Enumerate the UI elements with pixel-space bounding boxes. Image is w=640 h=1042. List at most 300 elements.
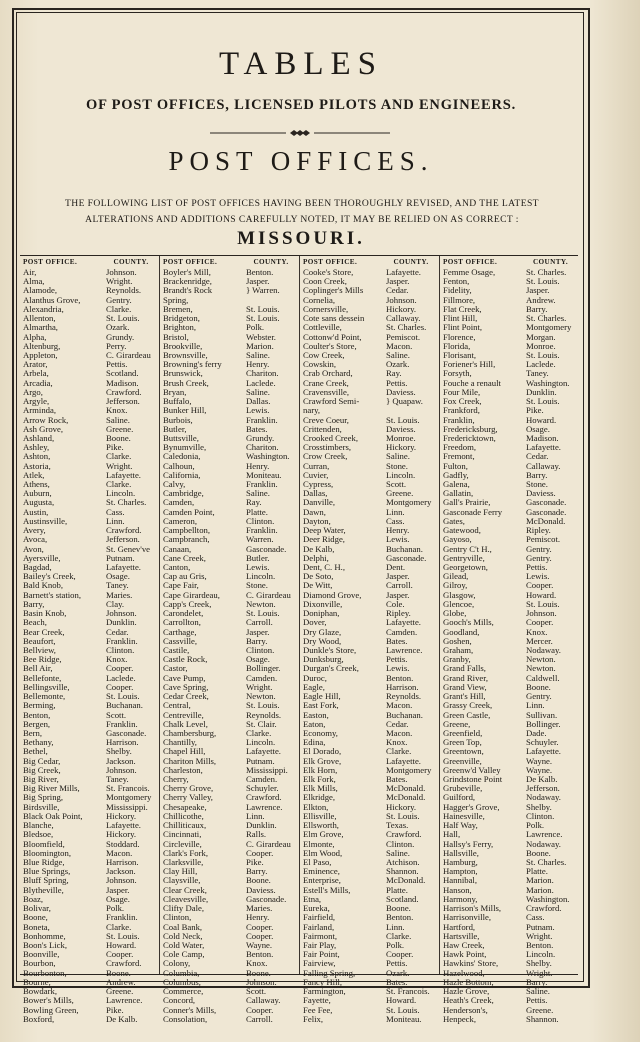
post-office-name: Hawk Point, — [443, 949, 487, 960]
county-name: Platte. — [386, 884, 408, 895]
county-name: Grundy. — [106, 331, 135, 342]
post-office-name: Coon Creek, — [303, 276, 347, 287]
post-office-name: Green Top, — [443, 737, 482, 748]
post-office-name: Bolivar, — [23, 903, 51, 914]
post-office-name: Hallsy's Ferry, — [443, 838, 494, 849]
post-office-name: Gatewood, — [443, 525, 481, 536]
county-name: St. Louis. — [386, 810, 420, 821]
county-name: Benton. — [386, 672, 414, 683]
post-office-name: Hall, — [443, 829, 461, 840]
county-name: St. Louis. — [386, 414, 420, 425]
county-name: Hickory. — [386, 303, 417, 314]
county-name: Bates. — [386, 635, 408, 646]
post-office-name: Cambridge, — [163, 488, 204, 499]
post-office-name: Bell Air, — [23, 663, 53, 674]
post-office-name: Grand View, — [443, 681, 487, 692]
post-office-name: Hartford, — [443, 921, 476, 932]
county-name: Mississippi. — [246, 764, 288, 775]
post-office-name: Clay Hill, — [163, 866, 198, 877]
post-office-name: Deep Water, — [303, 525, 346, 536]
county-name: Nodaway. — [526, 792, 561, 803]
county-name: Reynolds. — [106, 285, 141, 296]
post-office-name: Fayette, — [303, 995, 331, 1006]
county-name: Lawrence. — [106, 995, 143, 1006]
post-office-name: Crane Creek, — [303, 377, 349, 388]
post-office-name: Cave Spring, — [163, 681, 209, 692]
post-office-name: Georgetown, — [443, 562, 488, 572]
post-office-name: Gall's Prairie, — [443, 497, 491, 508]
county-name: Wayne. — [526, 755, 553, 766]
post-office-name: Flint Point, — [443, 322, 483, 333]
post-office-name: Bourbon, — [23, 958, 56, 969]
post-office-name: Alamode, — [23, 285, 58, 296]
county-name: Lafayette. — [526, 746, 561, 757]
table-column-2 — [160, 257, 299, 1024]
county-name: Callaway. — [246, 995, 281, 1006]
post-office-name: Elk Mills, — [303, 783, 338, 794]
post-office-name: Bern, — [23, 727, 43, 738]
post-office-name: Carthage, — [163, 626, 197, 637]
post-office-name: Austin, — [23, 506, 49, 517]
county-name: Cedar. — [106, 626, 129, 637]
county-name: Wright. — [106, 276, 133, 287]
post-office-name: Blue Ridge, — [23, 857, 65, 867]
county-name: Nodaway. — [526, 644, 561, 655]
post-office-name: Colony, — [163, 958, 191, 969]
post-office-name: Arminda, — [23, 405, 57, 416]
post-office-name: Calvy, — [163, 479, 186, 490]
post-office-name: Hazelwood, — [443, 967, 485, 978]
post-office-name: Fox Creek, — [443, 396, 482, 407]
county-name: Monroe. — [526, 340, 556, 351]
county-name: St. Charles. — [106, 497, 147, 508]
county-name: Taney. — [106, 774, 129, 785]
county-name: Pike. — [106, 442, 124, 453]
post-office-name: Durgan's Creek, — [303, 663, 359, 674]
county-name: Saline. — [386, 349, 410, 360]
county-name: Cooper. — [246, 930, 274, 941]
county-name: Ripley. — [386, 608, 411, 619]
post-office-name: Benton, — [23, 709, 51, 720]
post-office-name: Concord, — [163, 995, 196, 1006]
post-office-name: Boxford, — [23, 1013, 55, 1024]
county-name: Cole. — [386, 598, 405, 609]
county-name: Lafayette. — [106, 562, 141, 572]
county-name: Marion. — [246, 340, 274, 351]
post-office-name: Columbus, — [163, 976, 201, 987]
post-office-name: Carrollton, — [163, 617, 201, 628]
post-office-name: Crawford Semi- — [303, 396, 360, 407]
county-name: Perry. — [106, 340, 127, 351]
county-name: Henry. — [386, 525, 410, 536]
post-office-name: Gates, — [443, 515, 465, 526]
post-office-name: Berming, — [23, 700, 56, 711]
county-name: Clinton. — [526, 810, 555, 821]
county-name: Madison. — [526, 432, 559, 443]
county-header: COUNTY. — [253, 258, 289, 266]
post-office-name: Bellefonte, — [23, 672, 62, 683]
county-name: Pettis. — [526, 562, 548, 572]
county-name: Polk. — [386, 939, 405, 950]
county-name: Gasconade. — [106, 727, 147, 738]
county-name: C. Girardeau — [246, 838, 291, 849]
post-office-name: Bagdad, — [23, 562, 52, 572]
county-name: Lincoln. — [246, 571, 276, 582]
intro-line: THE FOLLOWING LIST OF POST OFFICES HAVING BEEN THOROUGHLY REVISED, AND THE LATEST — [65, 198, 539, 209]
county-name: Ozark. — [386, 967, 410, 978]
column-rows — [300, 268, 439, 1024]
county-name: Harrison. — [106, 737, 139, 748]
county-name: Gentry. — [526, 552, 552, 563]
county-name: Ozark. — [106, 322, 130, 333]
county-name: Crawford. — [106, 386, 142, 397]
post-office-name: Ash Grove, — [23, 423, 64, 434]
post-office-name: Hagger's Grove, — [443, 801, 500, 812]
county-name: Benton. — [246, 267, 274, 277]
county-name: Pike. — [246, 857, 264, 867]
county-name: Scott. — [246, 986, 267, 997]
county-name: Daviess. — [526, 488, 556, 499]
post-office-name: Avon, — [23, 543, 44, 554]
county-name: Cass. — [386, 515, 405, 526]
county-name: Dunklin. — [106, 617, 137, 628]
post-office-name: Cold Neck, — [163, 930, 203, 941]
post-office-name: Cravensville, — [303, 386, 350, 397]
post-office-name: Elk Grove, — [303, 755, 342, 766]
post-office-name: Gentry C't H., — [443, 543, 492, 554]
post-office-name: Ellsworth, — [303, 820, 339, 831]
post-office-name: Curran, — [303, 460, 330, 471]
county-name: Ralls. — [246, 829, 267, 840]
county-name: Boone. — [526, 681, 551, 692]
county-name: Camden. — [246, 774, 278, 785]
county-name: Cooper. — [246, 847, 274, 858]
county-name: Lincoln. — [526, 949, 556, 960]
post-office-name: Appleton, — [23, 349, 58, 360]
county-name: Clinton. — [106, 644, 135, 655]
county-name: Cedar. — [526, 451, 549, 462]
county-name: Ray. — [386, 368, 402, 379]
post-office-name: Hamburg, — [443, 857, 478, 867]
county-name: Henry. — [246, 912, 270, 923]
county-name: Jasper. — [246, 276, 270, 287]
county-name: Newton. — [526, 654, 556, 665]
county-name: St. Charles. — [526, 267, 567, 277]
post-office-name: Goodland, — [443, 626, 480, 637]
post-office-name: Boonville, — [23, 949, 60, 960]
county-name: Gasconade. — [246, 543, 287, 554]
post-office-name: Beach, — [23, 617, 47, 628]
county-name: McDonald. — [386, 875, 426, 886]
post-office-name: Dayton, — [303, 515, 331, 526]
county-name: Howard. — [386, 995, 417, 1006]
county-name: Cass. — [526, 912, 545, 923]
county-name: Platte. — [526, 866, 548, 877]
post-office-name: Clear Creek, — [163, 884, 207, 895]
county-name: Howard. — [106, 939, 137, 950]
post-office-name: Flat Creek, — [443, 303, 482, 314]
post-office-name: Spring, — [163, 294, 189, 305]
county-name: Osage. — [526, 423, 550, 434]
post-office-name: Boone, — [23, 912, 48, 923]
county-name: Bates. — [386, 774, 408, 785]
county-name: Lafayette. — [386, 267, 421, 277]
county-name: Benton. — [246, 949, 274, 960]
post-office-name: Duroc, — [303, 672, 327, 683]
post-office-name: Bonhomme, — [23, 930, 66, 941]
county-name: Maries. — [106, 589, 133, 600]
state-heading: MISSOURI. — [237, 228, 365, 249]
county-name: Lewis. — [526, 571, 550, 582]
county-name: Stone. — [386, 460, 408, 471]
post-office-name: Chilliticaux, — [163, 820, 207, 831]
county-name: St. Charles. — [526, 313, 567, 324]
county-name: Madison. — [106, 377, 139, 388]
post-office-name: Burbois, — [163, 414, 193, 425]
county-name: Lafayette. — [386, 755, 421, 766]
post-office-name: Ashland, — [23, 432, 55, 443]
post-office-name: Allenton, — [23, 313, 56, 324]
post-office-name: Cornelia, — [303, 294, 336, 305]
county-name: Pemiscot. — [386, 331, 421, 342]
county-name: Bates. — [386, 976, 408, 987]
post-office-name: Fairland, — [303, 921, 335, 932]
post-office-name: Dunkle's Store, — [303, 644, 357, 655]
county-name: McDonald. — [386, 783, 426, 794]
county-name: Clarke. — [106, 303, 132, 314]
county-name: Crawford. — [526, 903, 562, 914]
page-title: TABLES — [218, 46, 384, 82]
intro-paragraph — [24, 196, 580, 228]
post-office-name: Cherry Grove, — [163, 783, 214, 794]
county-name: Gasconade. — [246, 893, 287, 904]
post-office-name: Easton, — [303, 709, 329, 720]
post-office-name: Big Creek, — [23, 764, 61, 775]
post-office-name: Arrow Rock, — [23, 414, 69, 425]
post-office-name: Charleston, — [163, 764, 203, 775]
post-office-name: Crow Creek, — [303, 451, 348, 462]
county-name: Linn. — [246, 810, 265, 821]
county-name: Polk. — [106, 903, 125, 914]
county-name: Moniteau. — [246, 469, 282, 480]
post-office-name: Argyle, — [23, 396, 50, 407]
post-office-name: Bald Knob, — [23, 580, 64, 591]
county-name: Henry. — [246, 460, 270, 471]
county-name: Boone. — [246, 967, 271, 978]
post-office-name: Bethany, — [23, 737, 54, 748]
county-name: Polk. — [246, 322, 265, 333]
county-name: Lincoln. — [386, 469, 416, 480]
post-office-name: Commerce, — [163, 986, 204, 997]
county-name: Lawrence. — [246, 801, 283, 812]
county-name: Gentry. — [106, 294, 132, 305]
county-name: Lincoln. — [106, 488, 136, 499]
post-office-name: Bee Ridge, — [23, 654, 62, 665]
post-office-name: Bailey's Creek, — [23, 571, 76, 582]
county-name: Jasper. — [246, 626, 270, 637]
post-office-name: Chapel Hill, — [163, 746, 206, 757]
county-name: St. Genev've — [106, 543, 151, 554]
county-name: Osage. — [106, 571, 130, 582]
county-name: Monroe. — [386, 432, 416, 443]
post-office-name: Boyler's Mill, — [163, 267, 211, 277]
county-name: Clinton. — [246, 644, 275, 655]
county-name: Maries. — [246, 903, 273, 914]
county-name: Benton. — [386, 912, 414, 923]
county-name: Johnson. — [106, 267, 137, 277]
post-office-name: Alanthus Grove, — [23, 294, 81, 305]
post-office-name: Enterprise, — [303, 875, 341, 886]
county-name: Washington. — [246, 451, 290, 462]
post-office-name: Ashton, — [23, 451, 51, 462]
county-name: St. Louis. — [246, 303, 280, 314]
post-office-name: California, — [163, 469, 201, 480]
post-office-name: Carondelet, — [163, 608, 204, 619]
county-name: Greene. — [526, 1004, 554, 1015]
post-office-name: Gooch's Mills, — [443, 617, 494, 628]
county-name: Saline. — [106, 414, 130, 425]
post-office-name: Cave Pump, — [163, 672, 206, 683]
county-name: Cooper. — [106, 949, 134, 960]
county-name: Benton. — [526, 939, 554, 950]
post-office-name: Altenburg, — [23, 340, 61, 351]
county-name: Reynolds. — [246, 709, 281, 720]
county-name: Linn. — [526, 700, 545, 711]
post-office-name: Cow Creek, — [303, 349, 345, 360]
post-office-name: Arator, — [23, 359, 48, 370]
county-name: Howard. — [526, 414, 557, 425]
post-office-name: Birdsville, — [23, 801, 60, 812]
post-office-name: Atlek, — [23, 469, 45, 480]
county-name: Knox. — [106, 654, 128, 665]
post-office-header: POST OFFICE. — [163, 258, 218, 266]
post-office-name: Brunswick, — [163, 368, 203, 379]
post-office-name: Bluff Spring, — [23, 875, 69, 886]
post-office-name: Estell's Mills, — [303, 884, 351, 895]
county-name: Macon. — [106, 847, 133, 858]
post-office-name: Beaufort, — [23, 635, 56, 646]
post-office-name: Graham, — [443, 644, 474, 655]
post-office-name: Flint Hill, — [443, 313, 478, 324]
county-name: Wright. — [106, 460, 133, 471]
county-name: Franklin. — [106, 912, 138, 923]
post-office-name: Barnett's station, — [23, 589, 82, 600]
county-name: Laclede. — [526, 359, 556, 370]
post-office-name: Florida, — [443, 340, 471, 351]
post-office-name: Grassy Creek, — [443, 700, 493, 711]
post-office-header: POST OFFICE. — [23, 258, 78, 266]
county-name: Boone. — [526, 847, 551, 858]
post-office-name: Gilroy, — [443, 580, 468, 591]
county-name: Crawford. — [106, 958, 142, 969]
post-office-name: Coal Bank, — [163, 921, 203, 932]
post-office-name: Hazle Grove, — [443, 986, 490, 997]
county-name: Jefferson. — [106, 396, 140, 407]
post-office-name: Central, — [163, 700, 191, 711]
county-name: Knox. — [106, 405, 128, 416]
county-name: Clarke. — [386, 930, 412, 941]
county-name: Lewis. — [386, 534, 410, 545]
post-office-name: Diamond Grove, — [303, 589, 362, 600]
post-office-name: Boaz, — [23, 893, 44, 904]
county-name: Greene. — [386, 488, 414, 499]
post-office-name: Cameron, — [163, 515, 198, 526]
page-subtitle: OF POST OFFICES, LICENSED PILOTS AND ENGINEERS. — [86, 97, 516, 113]
post-office-name: Cincinnati, — [163, 829, 202, 840]
post-office-name: Greentown, — [443, 746, 484, 757]
post-office-name: Fredericksburg, — [443, 423, 498, 434]
county-name: Cooper. — [526, 580, 554, 591]
post-office-name: Fairview, — [303, 958, 336, 969]
post-office-name: Harrison's Mills, — [443, 903, 502, 914]
post-office-name: Cote sans dessein — [303, 313, 365, 324]
county-name: Franklin. — [246, 414, 278, 425]
post-office-name: Brackenridge, — [163, 276, 212, 287]
county-name: St. Francois. — [106, 783, 150, 794]
county-header: COUNTY. — [393, 258, 429, 266]
county-name: Montgomery — [386, 497, 432, 508]
county-name: Buchanan. — [386, 543, 423, 554]
county-name: Lincoln. — [246, 737, 276, 748]
county-name: Harrison. — [386, 681, 419, 692]
county-name: Osage. — [246, 654, 270, 665]
post-office-name: De Kalb, — [303, 543, 335, 554]
post-office-name: Fredericktown, — [443, 432, 496, 443]
post-office-name: Cuvier, — [303, 469, 329, 480]
county-header: COUNTY. — [113, 258, 149, 266]
post-office-name: Cassville, — [163, 635, 198, 646]
county-name: Scotland. — [106, 368, 139, 379]
county-name: Jasper. — [386, 276, 410, 287]
county-name: Macon. — [386, 340, 413, 351]
post-office-name: Capp's Creek, — [163, 598, 212, 609]
post-office-name: Freedom, — [443, 442, 477, 453]
county-name: Scotland. — [386, 893, 419, 904]
post-office-name: Hawkins' Store, — [443, 958, 499, 969]
county-name: Bates. — [246, 423, 268, 434]
post-office-name: Eureka, — [303, 903, 330, 914]
county-name: Laclede. — [246, 377, 276, 388]
county-name: St. Louis. — [106, 930, 140, 941]
county-name: Pike. — [526, 405, 544, 416]
post-office-name: Greene, — [443, 718, 471, 729]
post-office-name: Ashley, — [23, 442, 50, 453]
county-name: Knox. — [526, 626, 548, 637]
post-office-name: Bowling Green, — [23, 1004, 79, 1015]
county-name: Cooper. — [246, 1004, 274, 1015]
county-name: Linn. — [386, 506, 405, 517]
county-name: Polk. — [526, 820, 545, 831]
county-name: Franklin. — [246, 525, 278, 536]
post-office-name: Galena, — [443, 479, 470, 490]
county-name: Gasconade. — [386, 552, 427, 563]
table-row — [300, 1015, 439, 1024]
county-name: McDonald. — [526, 515, 566, 526]
county-name: Montgomery — [386, 764, 432, 775]
post-office-name: Chariton Mills, — [163, 755, 217, 766]
post-office-name: Gilead, — [443, 571, 469, 582]
post-office-name: Clarksville, — [163, 857, 204, 867]
post-office-name: Bergen, — [23, 718, 51, 729]
county-name: Callaway. — [526, 460, 561, 471]
post-office-name: Butler, — [163, 423, 187, 434]
post-office-name: El Paso, — [303, 857, 332, 867]
post-office-name: Gasconade Ferry — [443, 506, 503, 517]
post-office-name: Cole Camp, — [163, 949, 205, 960]
county-name: Clinton. — [246, 515, 275, 526]
post-office-name: Brownsville, — [163, 349, 208, 360]
post-office-name: Edina, — [303, 737, 326, 748]
